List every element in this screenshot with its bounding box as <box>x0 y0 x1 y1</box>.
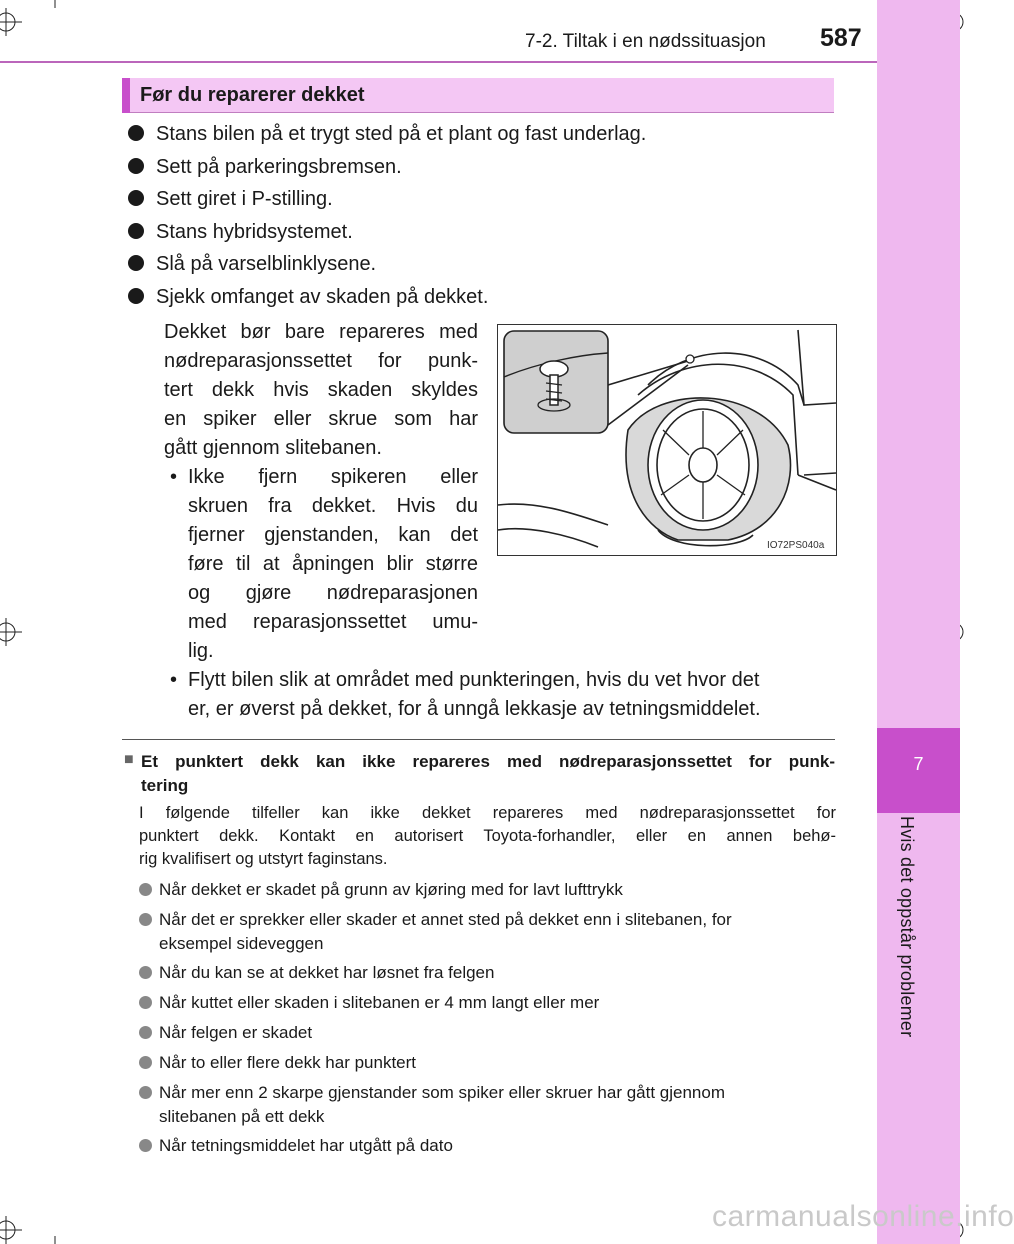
sub-bullet-line: lig. <box>188 640 214 662</box>
note-list-item: Når du kan se at dekket har løsnet fra felgen <box>139 961 836 985</box>
section-separator <box>122 739 835 740</box>
header-rule <box>0 61 877 63</box>
bullet-dot-icon <box>139 1056 152 1069</box>
bullet-dot-icon <box>128 125 144 141</box>
header-section-title: 7-2. Tiltak i en nødssituasjon <box>525 31 766 52</box>
sub-bullet-line: og gjøre nødreparasjonen <box>188 582 478 604</box>
section-title-accent <box>122 78 130 113</box>
list-item: Stans hybridsystemet. <box>128 216 848 249</box>
list-item: Sett giret i P-stilling. <box>128 183 848 216</box>
bullet-dot-icon <box>139 1026 152 1039</box>
bullet-dot-icon <box>139 1086 152 1099</box>
bullet-dot-icon <box>128 288 144 304</box>
note-body-line: rig kvalifisert og utstyrt faginstans. <box>139 850 388 868</box>
sub-bullet-line: Flytt bilen slik at området med punkteringen, hvis du vet hvor det <box>188 669 760 691</box>
tire-figure <box>497 324 837 556</box>
note-body-line: I følgende tilfeller kan ikke dekket repareres med nødreparasjonssettet for <box>139 804 836 822</box>
para-line: tert dekk hvis skaden skyldes <box>164 379 478 401</box>
page-number: 587 <box>820 24 862 52</box>
bullet-dot-icon <box>139 1139 152 1152</box>
para-line: Dekket bør bare repareres med <box>164 321 478 343</box>
sub-bullet-line: skruen fra dekket. Hvis du <box>188 495 478 517</box>
bullet-dot-icon <box>139 966 152 979</box>
note-list-item: Når mer enn 2 skarpe gjenstander som spiker eller skruer har gått gjennom slitebanen på ett dekk <box>139 1081 836 1129</box>
note-body-line: punktert dekk. Kontakt en autorisert Toyota-forhandler, eller en annen behø- <box>139 827 836 845</box>
sub-bullet-line: Ikke fjern spikeren eller <box>188 466 478 488</box>
para-line: gått gjennom slitebanen. <box>164 437 382 459</box>
note-square-icon: ■ <box>124 751 134 768</box>
bullet-dot-icon <box>139 913 152 926</box>
bullet-dot-icon <box>128 223 144 239</box>
list-item: Sett på parkeringsbremsen. <box>128 151 848 184</box>
list-item: Sjekk omfanget av skaden på dekket. <box>128 281 848 314</box>
sub-bullet-line: er, er øverst på dekket, for å unngå lekkasje av tetningsmiddelet. <box>188 698 761 720</box>
sub-bullet-marker: • <box>170 669 178 691</box>
note-list-item: Når dekket er skadet på grunn av kjøring med for lavt lufttrykk <box>139 878 836 902</box>
note-list-item: Når tetningsmiddelet har utgått på dato <box>139 1134 836 1158</box>
watermark: carmanualsonline.info <box>712 1200 1014 1233</box>
section-title: Før du reparerer dekket <box>140 84 365 106</box>
sub-bullet-line: med reparasjonssettet umu- <box>188 611 478 633</box>
side-tab-strip <box>877 0 960 1244</box>
chapter-title: Hvis det oppstår problemer <box>897 816 917 1038</box>
main-bullet-list <box>128 118 848 313</box>
chapter-number: 7 <box>913 754 924 774</box>
note-list-item: Når to eller flere dekk har punktert <box>139 1051 836 1075</box>
note-heading-line: tering <box>141 776 189 795</box>
flat-tire-illustration <box>498 325 836 555</box>
bullet-dot-icon <box>128 255 144 271</box>
para-line: nødreparasjonssettet for punk- <box>164 350 478 372</box>
figure-code: IO72PS040a <box>767 540 825 551</box>
note-list-item: Når det er sprekker eller skader et annet sted på dekket enn i slitebanen, for eksempel sideveggen <box>139 908 836 956</box>
sub-bullet-line: fjerner gjenstanden, kan det <box>188 524 478 546</box>
bullet-dot-icon <box>128 158 144 174</box>
list-item: Stans bilen på et trygt sted på et plant og fast underlag. <box>128 118 848 151</box>
bullet-dot-icon <box>139 883 152 896</box>
bullet-dot-icon <box>128 190 144 206</box>
sub-bullet-marker: • <box>170 466 178 488</box>
sub-bullet-line: føre til at åpningen blir større <box>188 553 478 575</box>
note-list-item: Når kuttet eller skaden i slitebanen er 4 mm langt eller mer <box>139 991 836 1015</box>
para-line: en spiker eller skrue som har <box>164 408 478 430</box>
note-list-item: Når felgen er skadet <box>139 1021 836 1045</box>
list-item: Slå på varselblinklysene. <box>128 248 848 281</box>
note-heading-line: Et punktert dekk kan ikke repareres med nødreparasjonssettet for punk- <box>141 752 835 771</box>
bullet-dot-icon <box>139 996 152 1009</box>
